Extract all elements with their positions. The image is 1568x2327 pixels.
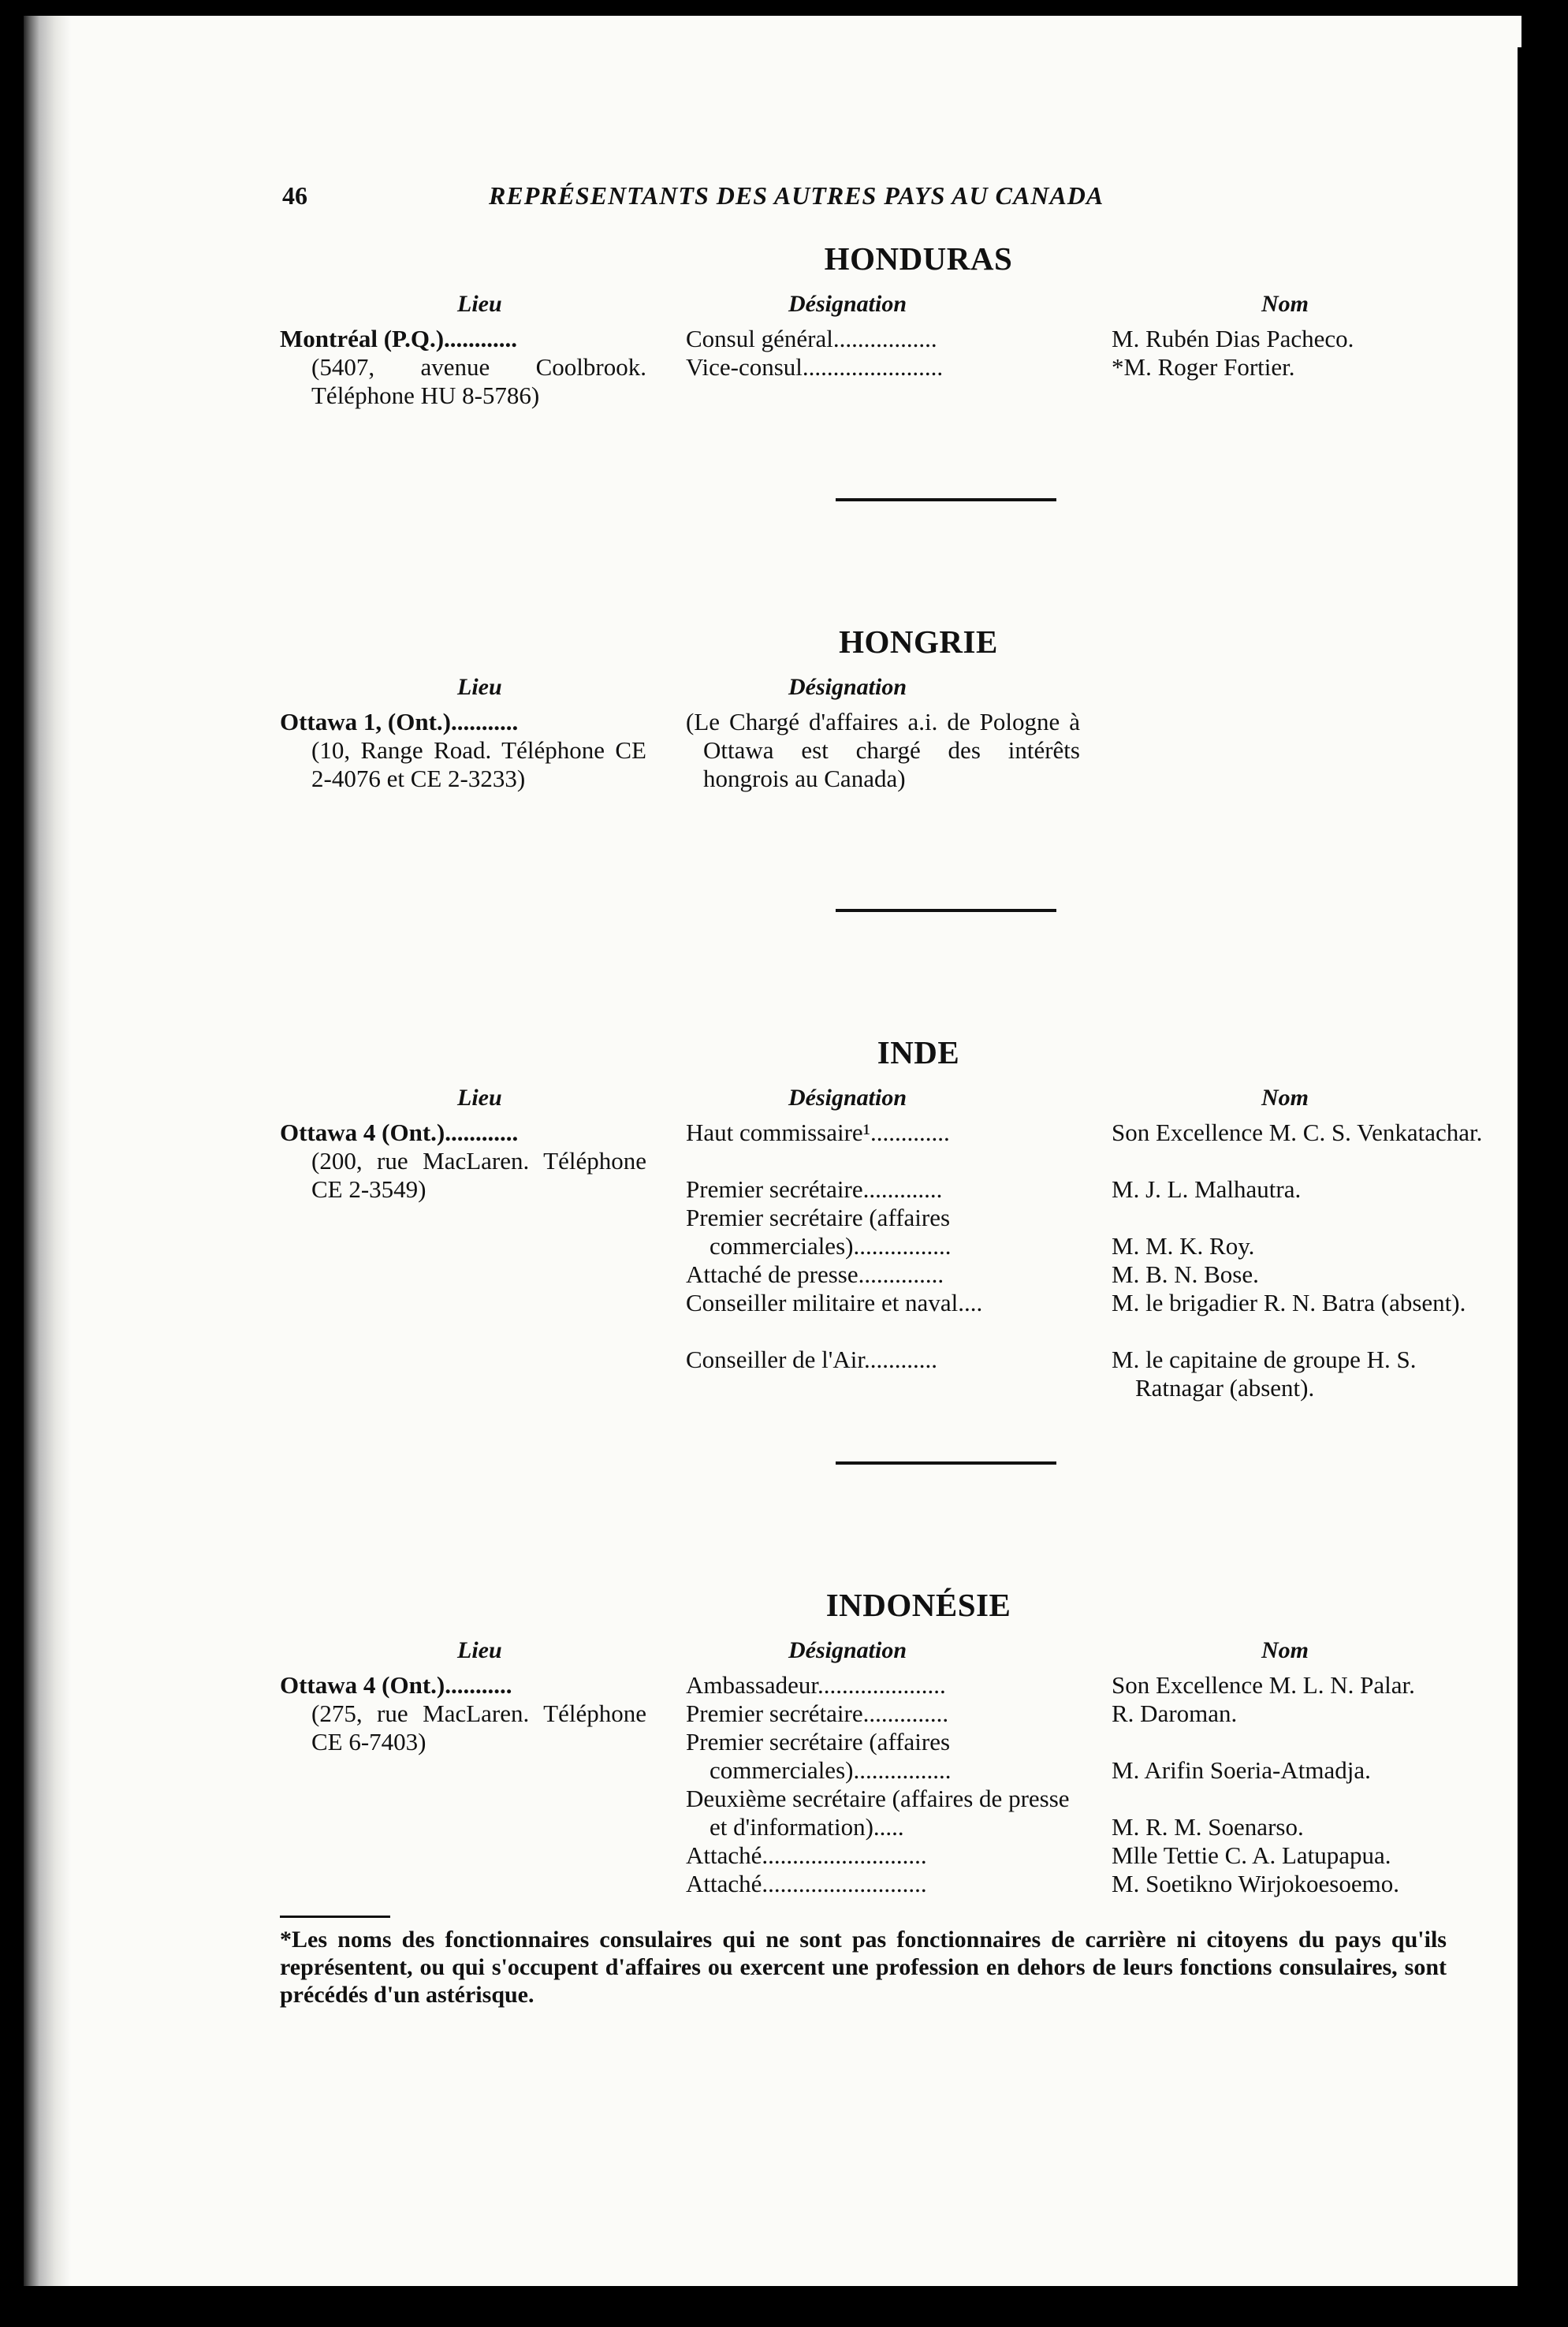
location-detail: (200, rue MacLaren. Téléphone CE 2-3549) [311, 1147, 646, 1203]
designation: Premier secrétaire............. [686, 1175, 943, 1203]
designation: Premier secrétaire (affaires commerciales)................ [686, 1204, 952, 1260]
column-heading-nom: Nom [1261, 1637, 1309, 1663]
designation: Vice-consul....................... [686, 353, 944, 381]
official-name: M. Soetikno Wirjokoesoemo. [1112, 1870, 1399, 1897]
designation: Premier secrétaire.............. [686, 1700, 949, 1727]
designation-column [686, 1119, 1080, 1374]
section-indonesie [260, 1587, 1474, 1908]
section-title: HONDURAS [824, 240, 1013, 277]
designation: Premier secrétaire (affaires commerciales)................ [686, 1728, 952, 1784]
section-title: INDE [877, 1034, 960, 1070]
location-column [280, 325, 646, 410]
location-detail: (10, Range Road. Téléphone CE 2-4076 et CE 2-3233) [311, 736, 646, 792]
name-column [1112, 1671, 1490, 1898]
designation: Conseiller militaire et naval.... [686, 1289, 983, 1316]
official-name: M. J. L. Malhautra. [1112, 1175, 1302, 1203]
designation: Ambassadeur..................... [686, 1671, 946, 1699]
scanned-page [24, 16, 1521, 2286]
official-name: M. R. M. Soenarso. [1112, 1813, 1304, 1841]
designation-column [686, 325, 1080, 382]
page-binding-shadow [24, 16, 71, 2286]
location-column [280, 708, 646, 793]
section-divider [836, 1461, 1056, 1465]
designation: Conseiller de l'Air............ [686, 1346, 937, 1373]
location-detail: (275, rue MacLaren. Téléphone CE 6-7403) [311, 1700, 646, 1755]
indonesie-entries [260, 1671, 1474, 1908]
designation: Consul général................. [686, 325, 937, 352]
page-number: 46 [282, 181, 307, 210]
section-divider [836, 498, 1056, 501]
column-heading-designation: Désignation [788, 674, 907, 700]
official-name: M. B. N. Bose. [1112, 1260, 1259, 1288]
official-name: M. M. K. Roy. [1112, 1232, 1255, 1260]
designation: Attaché de presse.............. [686, 1260, 944, 1288]
location-name: Ottawa 4 (Ont.)........... [280, 1671, 512, 1699]
column-heading-nom: Nom [1261, 291, 1309, 317]
official-name: *M. Roger Fortier. [1112, 353, 1295, 381]
section-title: INDONÉSIE [825, 1587, 1011, 1623]
official-name: M. Rubén Dias Pacheco. [1112, 325, 1354, 352]
inde-entries [260, 1119, 1483, 1402]
official-name: Son Excellence M. C. S. Venkatachar. [1112, 1119, 1483, 1146]
location-detail: (5407, avenue Coolbrook. Téléphone HU 8-5786) [311, 353, 646, 409]
designation: Deuxième secrétaire (affaires de presse et d'information)..... [686, 1785, 1070, 1841]
column-heading-nom: Nom [1261, 1085, 1309, 1111]
column-heading-lieu: Lieu [457, 1085, 502, 1111]
location-column [280, 1671, 646, 1756]
official-name: M. Arifin Soeria-Atmadja. [1112, 1756, 1371, 1784]
name-column [1112, 325, 1490, 382]
designation-column [686, 1671, 1080, 1898]
column-heading-lieu: Lieu [457, 1637, 502, 1663]
right-edge-rule [1518, 47, 1521, 2286]
column-headings [260, 290, 1474, 325]
official-name: Mlle Tettie C. A. Latupapua. [1112, 1841, 1391, 1869]
section-inde [260, 1034, 1483, 1402]
location-name: Ottawa 1, (Ont.)........... [280, 708, 519, 735]
section-honduras [260, 240, 1474, 411]
designation: Attaché........................... [686, 1841, 927, 1869]
location-name: Montréal (P.Q.)............ [280, 325, 518, 352]
page-content [260, 181, 1483, 2009]
column-heading-designation: Désignation [788, 1637, 907, 1663]
official-name: R. Daroman. [1112, 1700, 1238, 1727]
name-column [1112, 1119, 1490, 1402]
designation-column [686, 708, 1080, 793]
section-hongrie [260, 624, 1474, 826]
designation: Haut commissaire¹............. [686, 1119, 950, 1146]
column-headings [260, 1636, 1474, 1671]
location-column [280, 1119, 646, 1204]
official-name: M. le brigadier R. N. Batra (absent). [1112, 1289, 1466, 1316]
running-head-title: REPRÉSENTANTS DES AUTRES PAYS AU CANADA [489, 181, 1104, 210]
footnote-rule [280, 1916, 390, 1918]
official-name: M. le capitaine de groupe H. S. Ratnagar (absent). [1112, 1346, 1417, 1402]
column-heading-designation: Désignation [788, 291, 907, 317]
designation: Attaché........................... [686, 1870, 927, 1897]
footnote: *Les noms des fonctionnaires consulaires qui ne sont pas fonctionnaires de carrière ni citoyens du pays qu'ils représentent, ou qui s'occupent d'affaires ou exercent une profession en dehors de leurs fonctions consulaires, sont précédés d'un astérisque. [280, 1927, 1447, 2008]
column-heading-lieu: Lieu [457, 291, 502, 317]
section-divider [836, 909, 1056, 912]
column-heading-designation: Désignation [788, 1085, 907, 1111]
official-name: Son Excellence M. L. N. Palar. [1112, 1671, 1415, 1699]
representation-note: (Le Chargé d'affaires a.i. de Pologne à Ottawa est chargé des intérêts hongrois au Canada) [686, 708, 1080, 792]
hongrie-entries [260, 708, 1474, 826]
location-name: Ottawa 4 (Ont.)............ [280, 1119, 519, 1146]
running-head [260, 181, 1474, 221]
column-headings [260, 673, 1474, 708]
column-headings [260, 1084, 1474, 1119]
column-heading-lieu: Lieu [457, 674, 502, 700]
honduras-entries [260, 325, 1474, 411]
section-title: HONGRIE [839, 624, 998, 660]
